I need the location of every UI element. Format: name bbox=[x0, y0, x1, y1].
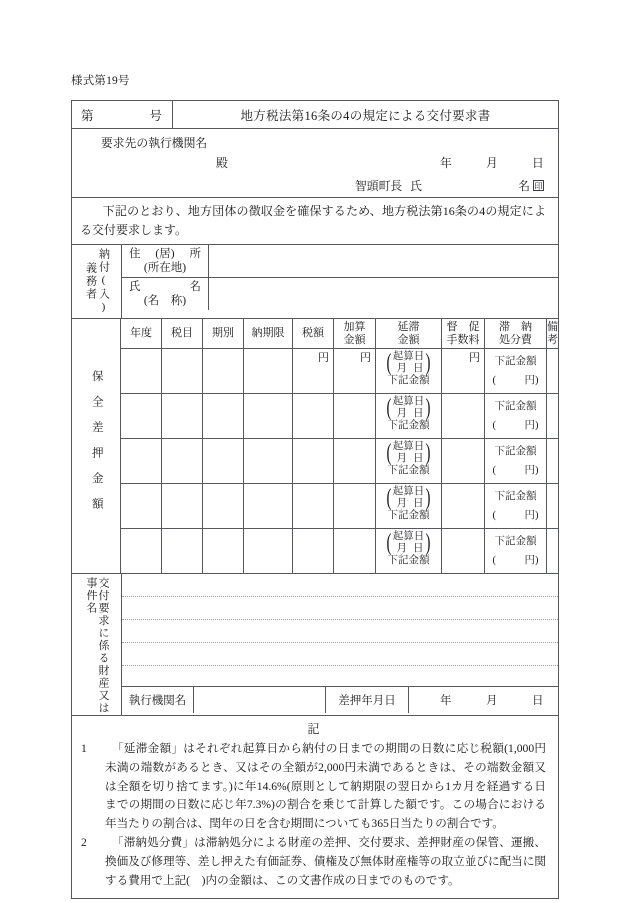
entai-month-label: 月 bbox=[396, 453, 407, 465]
issue-date-line[interactable] bbox=[440, 154, 544, 171]
cell-kigen[interactable] bbox=[244, 394, 293, 438]
cell-kasan[interactable] bbox=[334, 349, 376, 393]
entai-kisanbi-label: 起算日 bbox=[392, 486, 425, 498]
cell-kigen[interactable] bbox=[244, 529, 293, 573]
entai-kisanbi-label: 起算日 bbox=[392, 441, 425, 453]
paren-open-icon: ( bbox=[386, 529, 392, 556]
taxpayer-vlabel-right: 義務者 bbox=[84, 262, 97, 302]
col-header-entai-line1: 延滞 bbox=[397, 320, 420, 333]
cell-kigen[interactable] bbox=[244, 484, 293, 528]
taino-paren-unit: 円) bbox=[524, 509, 539, 521]
issuer-line bbox=[355, 177, 544, 194]
property-content-area[interactable] bbox=[122, 574, 558, 687]
addressee-honorific: 殿 bbox=[216, 156, 228, 170]
cell-nendo[interactable] bbox=[121, 349, 162, 393]
col-header-kigen: 納期限 bbox=[244, 319, 293, 348]
cell-entai[interactable] bbox=[376, 394, 442, 438]
cell-tokusoku[interactable] bbox=[442, 529, 485, 573]
seal-icon: 印 bbox=[534, 181, 543, 191]
name-label-sub: (名 称) bbox=[143, 295, 187, 308]
addressee-block bbox=[72, 129, 558, 198]
cell-biko[interactable] bbox=[547, 439, 558, 483]
taxpayer-block bbox=[72, 245, 558, 319]
cell-entai[interactable] bbox=[376, 349, 442, 393]
taino-amount-label: 下記金額 bbox=[494, 401, 537, 413]
cell-kibetsu[interactable] bbox=[203, 349, 244, 393]
issue-date-month-label: 月 bbox=[486, 156, 498, 170]
entai-day-label: 日 bbox=[413, 363, 424, 375]
issue-date-day-label: 日 bbox=[532, 156, 544, 170]
paren-close-icon: ) bbox=[425, 394, 431, 421]
address-label-part2: (居) bbox=[155, 247, 175, 260]
cell-kasan[interactable] bbox=[334, 529, 376, 573]
cell-kibetsu[interactable] bbox=[203, 394, 244, 438]
cell-entai[interactable] bbox=[376, 529, 442, 573]
cell-zeigaku[interactable] bbox=[293, 484, 334, 528]
cell-nendo[interactable] bbox=[121, 439, 162, 483]
cell-nendo[interactable] bbox=[121, 529, 162, 573]
cell-entai[interactable] bbox=[376, 484, 442, 528]
cell-biko[interactable] bbox=[547, 349, 558, 393]
cell-zeimoku[interactable] bbox=[162, 529, 203, 573]
property-rule-line bbox=[122, 596, 558, 597]
property-vlabel-right: 事件名 bbox=[85, 577, 97, 615]
property-rule-line bbox=[122, 642, 558, 643]
entai-month-label: 月 bbox=[396, 543, 407, 555]
cell-zeigaku[interactable] bbox=[293, 529, 334, 573]
table-row bbox=[121, 484, 558, 529]
note-item bbox=[81, 834, 546, 890]
taino-paren-open: ( bbox=[492, 464, 496, 476]
col-header-entai bbox=[376, 319, 442, 348]
col-header-taino-line1: 滞 納 bbox=[499, 320, 532, 333]
col-header-biko: 備考 bbox=[547, 320, 558, 346]
table-body bbox=[121, 319, 558, 573]
col-header-tokusoku-line1: 督 促 bbox=[446, 320, 480, 333]
cell-kigen[interactable] bbox=[244, 439, 293, 483]
number-suffix-label: 号 bbox=[149, 108, 162, 123]
cell-taino[interactable] bbox=[485, 529, 547, 573]
taino-paren-unit: 円) bbox=[524, 464, 539, 476]
paren-close-icon: ) bbox=[425, 529, 431, 556]
table-vlabel-text: 保全差押金額 bbox=[90, 369, 103, 523]
table-header-row bbox=[121, 319, 558, 349]
addressee-label: 要求先の執行機関名 bbox=[101, 136, 208, 150]
address-label-sub: (所在地) bbox=[143, 262, 187, 275]
cell-zeigaku[interactable] bbox=[293, 394, 334, 438]
taxpayer-address-label bbox=[122, 245, 209, 277]
issuer-title: 智頭町長 bbox=[355, 179, 403, 193]
taino-amount-label: 下記金額 bbox=[494, 446, 537, 458]
seizure-month-label: 月 bbox=[486, 695, 498, 708]
issuer-name-label: 氏 bbox=[410, 179, 423, 193]
col-header-taino bbox=[485, 319, 547, 348]
paren-open-icon: ( bbox=[386, 349, 392, 376]
col-header-entai-line2: 金額 bbox=[397, 333, 420, 346]
table-row bbox=[121, 529, 558, 573]
entai-day-label: 日 bbox=[413, 543, 424, 555]
issuer-name-suffix: 名 bbox=[518, 179, 530, 193]
yen-unit-kasan: 円 bbox=[360, 352, 371, 365]
seizure-year-label: 年 bbox=[440, 695, 452, 708]
paren-close-icon: ) bbox=[425, 439, 431, 466]
cell-kasan[interactable] bbox=[334, 484, 376, 528]
cell-biko[interactable] bbox=[547, 394, 558, 438]
paren-close-icon: ) bbox=[425, 484, 431, 511]
taxpayer-rows bbox=[122, 245, 558, 318]
entai-day-label: 日 bbox=[413, 453, 424, 465]
cell-zeigaku[interactable] bbox=[293, 349, 334, 393]
col-header-tokusoku bbox=[442, 319, 485, 348]
property-vlabel-left: 交付要求に係る財産又は bbox=[97, 577, 109, 715]
document-title: 地方税法第16条の4の規定による交付要求書 bbox=[240, 108, 491, 123]
taino-amount-label: 下記金額 bbox=[494, 536, 537, 548]
seizure-date-input[interactable] bbox=[409, 687, 558, 713]
entai-kisanbi-label: 起算日 bbox=[392, 396, 425, 408]
name-label-part3: 名 bbox=[189, 280, 201, 293]
entai-kisanbi-label: 起算日 bbox=[392, 531, 425, 543]
statement-paragraph bbox=[72, 198, 558, 245]
entai-bottom-label: 下記金額 bbox=[387, 555, 430, 567]
note-item bbox=[81, 740, 546, 834]
col-header-kasan bbox=[334, 319, 376, 348]
col-header-nendo: 年度 bbox=[121, 319, 162, 348]
entai-day-label: 日 bbox=[413, 498, 424, 510]
cell-taino[interactable] bbox=[485, 439, 547, 483]
form-number: 様式第19号 bbox=[71, 75, 130, 87]
paren-open-icon: ( bbox=[386, 439, 392, 466]
yen-unit-tokusoku: 円 bbox=[469, 352, 480, 365]
name-label-part1: 氏 bbox=[129, 280, 141, 293]
taino-paren-unit: 円) bbox=[524, 554, 539, 566]
note-text: 「滞納処分費」は滞納処分による財産の差押、交付要求、差押財産の保管、運搬、換価及び修理等、差し押えた有価証券、債権及び無体財産権等の取立並びに配当に関する費用で上記( )内の金額は、この文書作成の日までのものです。 bbox=[105, 836, 546, 887]
col-header-kasan-line1: 加算 bbox=[343, 320, 366, 333]
taxpayer-vlabel-left: 納付(入) bbox=[97, 248, 110, 316]
cell-taino[interactable] bbox=[485, 394, 547, 438]
cell-kasan[interactable] bbox=[334, 439, 376, 483]
taxpayer-name-label bbox=[122, 278, 209, 310]
taino-paren-open: ( bbox=[492, 374, 496, 386]
property-vertical-label bbox=[72, 574, 122, 715]
number-prefix-label: 第 bbox=[81, 108, 94, 123]
table-row bbox=[121, 394, 558, 439]
cell-kibetsu[interactable] bbox=[203, 529, 244, 573]
entai-day-label: 日 bbox=[413, 408, 424, 420]
cell-kasan[interactable] bbox=[334, 394, 376, 438]
col-header-zeimoku: 税目 bbox=[162, 319, 203, 348]
note-text: 「延滞金額」はそれぞれ起算日から納付の日までの期間の日数に応じ税額(1,000円未満の端数があるとき、又はその全額が2,000円未満であるときは、その端数金額又は全額を切り捨てます。)に年14.6%(原則として納期限の翌日から1カ月を経過する日までの期間の日数に応じ年7.3%)の割合を乗じて計算した額です。この場合における年当たりの割合は、閏年の日を含む期間についても365日当たりの割合です。 bbox=[105, 742, 546, 831]
entai-bottom-label: 下記金額 bbox=[387, 465, 430, 477]
col-header-tokusoku-line2: 手数料 bbox=[446, 333, 480, 346]
paren-open-icon: ( bbox=[386, 484, 392, 511]
property-rule-line bbox=[122, 619, 558, 620]
execution-agency-input[interactable] bbox=[194, 687, 326, 713]
cell-zeimoku[interactable] bbox=[162, 349, 203, 393]
paren-open-icon: ( bbox=[386, 394, 392, 421]
cell-zeimoku[interactable] bbox=[162, 394, 203, 438]
taino-paren-unit: 円) bbox=[524, 419, 539, 431]
col-header-taino-line2: 処分費 bbox=[499, 333, 532, 346]
entai-bottom-label: 下記金額 bbox=[387, 420, 430, 432]
taino-paren-open: ( bbox=[492, 419, 496, 431]
table-row bbox=[121, 349, 558, 394]
cell-taino[interactable] bbox=[485, 484, 547, 528]
entai-kisanbi-label: 起算日 bbox=[392, 351, 425, 363]
seizure-day-label: 日 bbox=[532, 695, 544, 708]
cell-zeimoku[interactable] bbox=[162, 484, 203, 528]
property-rule-line bbox=[122, 665, 558, 666]
execution-agency-label: 執行機関名 bbox=[122, 687, 194, 713]
cell-zeigaku[interactable] bbox=[293, 439, 334, 483]
cell-kibetsu[interactable] bbox=[203, 439, 244, 483]
taxpayer-address-input[interactable] bbox=[209, 245, 558, 277]
cell-biko[interactable] bbox=[547, 484, 558, 528]
paren-close-icon: ) bbox=[425, 349, 431, 376]
cell-tokusoku[interactable] bbox=[442, 484, 485, 528]
property-right bbox=[122, 574, 558, 715]
form-frame bbox=[71, 100, 559, 899]
address-label-part1: 住 bbox=[129, 247, 141, 260]
cell-nendo[interactable] bbox=[121, 484, 162, 528]
note-number: 1 bbox=[81, 742, 87, 756]
statement-text: 下記のとおり、地方団体の徴収金を確保するため、地方税法第16条の4の規定による交付要求します。 bbox=[80, 204, 546, 237]
taxpayer-name-row bbox=[122, 278, 558, 310]
cell-entai[interactable] bbox=[376, 439, 442, 483]
col-header-kibetsu: 期別 bbox=[203, 319, 244, 348]
cell-tokusoku[interactable] bbox=[442, 439, 485, 483]
cell-kigen[interactable] bbox=[244, 349, 293, 393]
taino-paren-unit: 円) bbox=[524, 374, 539, 386]
table-vertical-label bbox=[72, 319, 121, 573]
address-label-part3: 所 bbox=[189, 247, 201, 260]
property-block bbox=[72, 574, 558, 716]
taino-amount-label: 下記金額 bbox=[494, 491, 537, 503]
taino-paren-open: ( bbox=[492, 509, 496, 521]
yen-unit-zeigaku: 円 bbox=[318, 352, 329, 365]
cell-zeimoku[interactable] bbox=[162, 439, 203, 483]
cell-kibetsu[interactable] bbox=[203, 484, 244, 528]
entai-bottom-label: 下記金額 bbox=[387, 375, 430, 387]
issue-date-year-label: 年 bbox=[440, 156, 452, 170]
entai-month-label: 月 bbox=[396, 408, 407, 420]
execution-row bbox=[122, 687, 558, 713]
taino-amount-label: 下記金額 bbox=[494, 356, 537, 368]
cell-taino[interactable] bbox=[485, 349, 547, 393]
entai-month-label: 月 bbox=[396, 363, 407, 375]
taxpayer-name-input[interactable] bbox=[209, 278, 558, 310]
note-number: 2 bbox=[81, 836, 87, 850]
notes-heading: 記 bbox=[307, 721, 320, 736]
seizure-date-label: 差押年月日 bbox=[326, 687, 409, 713]
cell-tokusoku[interactable] bbox=[442, 349, 485, 393]
col-header-zeigaku: 税額 bbox=[293, 319, 334, 348]
entai-month-label: 月 bbox=[396, 498, 407, 510]
document-number-cell[interactable] bbox=[72, 101, 173, 128]
table-row bbox=[121, 439, 558, 484]
cell-biko[interactable] bbox=[547, 529, 558, 573]
notes-section bbox=[72, 716, 558, 899]
cell-nendo[interactable] bbox=[121, 394, 162, 438]
amount-table bbox=[72, 319, 558, 574]
col-header-kasan-line2: 金額 bbox=[343, 333, 366, 346]
taxpayer-vertical-label bbox=[72, 245, 122, 318]
cell-tokusoku[interactable] bbox=[442, 394, 485, 438]
taino-paren-open: ( bbox=[492, 554, 496, 566]
taxpayer-address-row bbox=[122, 245, 558, 278]
title-row bbox=[72, 101, 558, 129]
entai-bottom-label: 下記金額 bbox=[387, 510, 430, 522]
